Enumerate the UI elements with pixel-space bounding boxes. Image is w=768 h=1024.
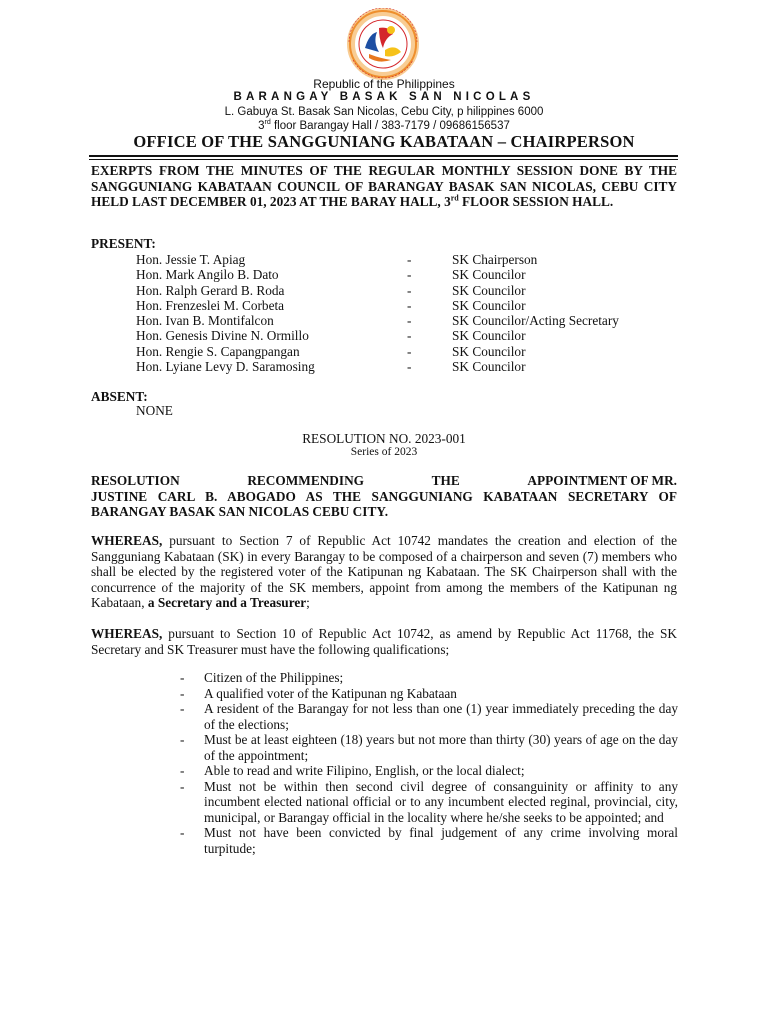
member-name: Hon. Genesis Divine N. Ormillo <box>136 328 309 344</box>
intro-sup: rd <box>450 193 459 203</box>
member-name: Hon. Mark Angilo B. Dato <box>136 267 279 283</box>
title-word: RESOLUTION <box>91 473 180 488</box>
header-floor-suffix: rd <box>264 119 271 127</box>
absent-value: NONE <box>136 403 173 418</box>
roster-row <box>136 328 696 343</box>
member-name: Hon. Rengie S. Capangpangan <box>136 343 300 359</box>
resolution-title <box>91 473 677 520</box>
member-dash: - <box>407 252 412 267</box>
absent-heading: ABSENT: <box>91 389 148 404</box>
header-barangay: BARANGAY BASAK SAN NICOLAS <box>233 91 535 103</box>
member-name: Hon. Frenzeslei M. Corbeta <box>136 297 285 313</box>
qualification-item <box>180 763 678 779</box>
intro-tail: FLOOR SESSION HALL. <box>458 194 614 209</box>
roster-row <box>136 313 696 328</box>
qualification-text: Citizen of the Philippines; <box>204 670 344 685</box>
title-word: APPOINTMENT OF MR. <box>527 473 677 488</box>
resolution-number: RESOLUTION NO. 2023-001 <box>302 431 466 446</box>
whereas-end: ; <box>306 595 310 610</box>
roster-row <box>136 298 696 313</box>
header-floor-ordinal: 3 <box>258 120 265 132</box>
qualification-text: Able to read and write Filipino, English, or the local dialect; <box>204 763 525 778</box>
member-name: Hon. Lyiane Levy D. Saramosing <box>136 359 315 375</box>
qualification-item <box>180 686 678 702</box>
member-dash: - <box>407 313 412 329</box>
qualification-item <box>180 732 678 763</box>
whereas-lead: WHEREAS, <box>91 626 163 641</box>
member-position: SK Councilor <box>452 297 526 313</box>
member-position: SK Chairperson <box>452 252 538 267</box>
member-dash: - <box>407 359 412 375</box>
whereas-clause-1 <box>91 533 677 611</box>
bullet-dash: - <box>180 685 185 701</box>
title-word: THE <box>431 473 460 488</box>
qualification-item <box>180 670 678 686</box>
header-divider-thick <box>89 155 678 157</box>
title-word: RECOMMENDING <box>247 473 365 488</box>
roster-row <box>136 267 696 282</box>
member-name: Hon. Ivan B. Montifalcon <box>136 313 274 329</box>
member-position: SK Councilor <box>452 282 526 298</box>
bullet-dash: - <box>180 763 185 778</box>
member-dash: - <box>407 297 412 313</box>
roster-row <box>136 283 696 298</box>
header-republic: Republic of the Philippines <box>313 77 455 91</box>
member-position: SK Councilor <box>452 359 526 375</box>
bullet-dash: - <box>180 778 185 794</box>
member-dash: - <box>407 282 412 298</box>
intro-text: EXERPTS FROM THE MINUTES OF THE REGULAR MONTHLY SESSION DONE BY THE SANGGUNIANG KABATAAN COUNCIL OF BARANGAY BASAK SAN NICOLAS, CEBU CITY HELD LAST DECEMBER 01, 2023 AT THE BARAY HALL, 3 <box>91 163 677 209</box>
qualification-text: Must be at least eighteen (18) years but not more than thirty (30) years of age on the day of the appointment; <box>204 732 678 763</box>
qualification-item <box>180 779 678 826</box>
member-name: Hon. Jessie T. Apiag <box>136 252 246 267</box>
roster-row <box>136 252 696 267</box>
member-position: SK Councilor <box>452 328 526 344</box>
header-divider-thin <box>89 159 678 160</box>
resolution-series: Series of 2023 <box>350 446 418 458</box>
resolution-title-line1 <box>91 473 677 489</box>
qualification-item <box>180 825 678 856</box>
roster-row <box>136 359 696 374</box>
bullet-dash: - <box>180 701 185 716</box>
member-name: Hon. Ralph Gerard B. Roda <box>136 282 285 298</box>
qualification-text: Must not be within then second civil degree of consanguinity or affinity to any incumbent elected national official or to any incumbent elected reginal, provincial, city, municipal, or Barangay official in the locality where he/she seeks to be appointed; and <box>204 778 678 825</box>
header-address: L. Gabuya St. Basak San Nicolas, Cebu City, p hilippines 6000 <box>224 106 544 118</box>
qualification-text: A resident of the Barangay for not less than one (1) year immediately preceding the day of the elections; <box>204 701 678 732</box>
minutes-intro <box>91 163 677 210</box>
qualification-text: A qualified voter of the Katipunan ng Kabataan <box>204 685 457 701</box>
member-dash: - <box>407 328 412 344</box>
whereas-text: pursuant to Section 10 of Republic Act 10742, as amend by Republic Act 11768, the SK Secretary and SK Treasurer must have the following qualifications; <box>91 626 677 657</box>
present-roster <box>136 252 696 374</box>
member-position: SK Councilor <box>452 343 526 359</box>
whereas-lead: WHEREAS, <box>91 533 163 548</box>
member-dash: - <box>407 343 412 359</box>
bullet-dash: - <box>180 732 185 747</box>
member-dash: - <box>407 267 412 283</box>
bullet-dash: - <box>180 670 185 685</box>
resolution-title-rest: JUSTINE CARL B. ABOGADO AS THE SANGGUNIANG KABATAAN SECRETARY OF BARANGAY BASAK SAN NICOLAS CEBU CITY. <box>91 488 677 519</box>
member-position: SK Councilor <box>452 267 526 283</box>
header-floor-rest: floor Barangay Hall / 383-7179 / 09686156537 <box>270 120 510 132</box>
sk-seal-logo <box>339 8 427 80</box>
roster-row <box>136 344 696 359</box>
qualification-item <box>180 701 678 732</box>
whereas-clause-2 <box>91 626 677 657</box>
present-heading: PRESENT: <box>91 236 156 251</box>
whereas-text: pursuant to Section 7 of Republic Act 10742 mandates the creation and election of the Sangguniang Kabataan (SK) in every Barangay to be composed of a chairperson and seven (7) members who shall be elected by the registered voter of the Katipunan ng Kabataan. The SK Chairperson shall with the concurrence of the majority of the SK members, appoint from among the members of the Katipunan ng Kabataan, <box>91 533 677 610</box>
member-position: SK Councilor/Acting Secretary <box>452 313 619 329</box>
header-office-title: OFFICE OF THE SANGGUNIANG KABATAAN – CHAIRPERSON <box>133 132 635 151</box>
header-contact <box>0 120 768 132</box>
qualifications-list <box>180 670 678 856</box>
bullet-dash: - <box>180 825 185 840</box>
qualification-text: Must not have been convicted by final judgement of any crime involving moral turpitude; <box>204 825 678 856</box>
whereas-emphasis: a Secretary and a Treasurer <box>147 595 307 610</box>
